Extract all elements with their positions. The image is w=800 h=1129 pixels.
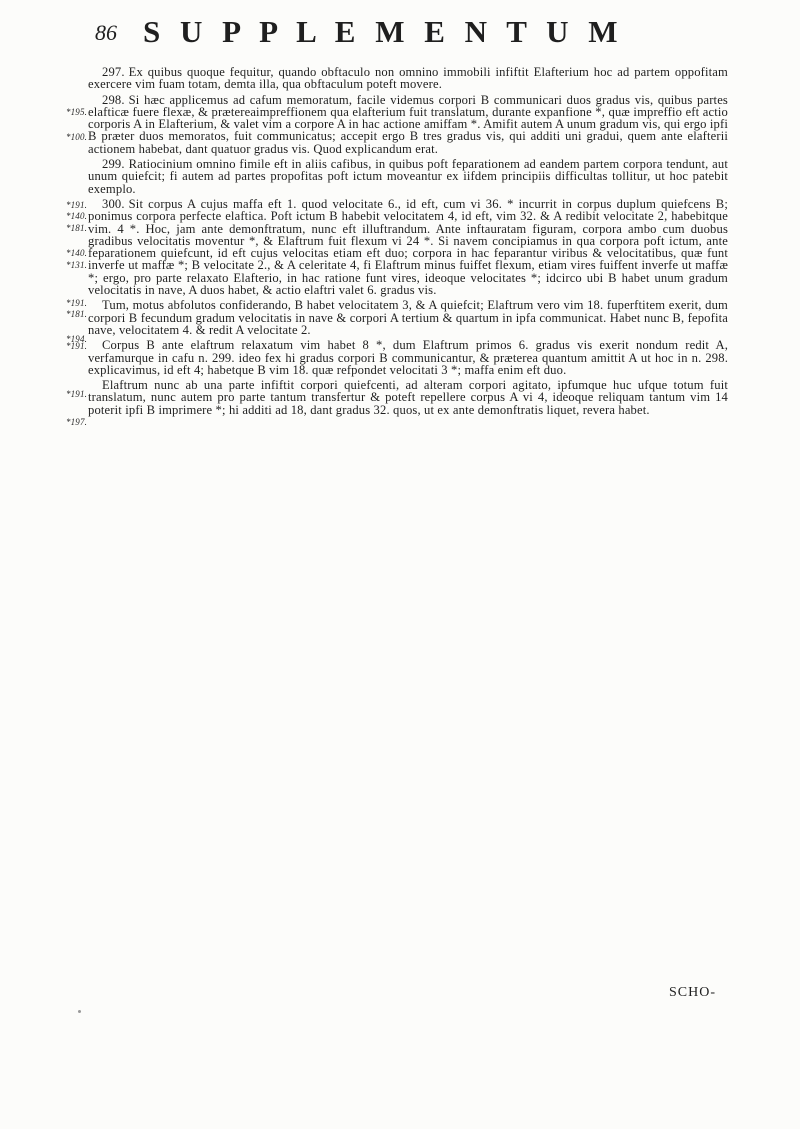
paragraph-text: Ratiocinium omnino fimile eft in aliis cafibus, in quibus poft feparationem ad eandem partem corpora tendunt, aut unum quiefcit; fi autem ad partes propofitas poft ictum moveantur ex iifdem principiis difficultas tollitur, ut hoc patebit exemplo. <box>88 157 728 196</box>
marginal-note: *181. <box>66 222 87 233</box>
marginal-note: *191. <box>66 389 87 400</box>
paragraph-297 <box>88 66 728 91</box>
page-body <box>66 65 728 976</box>
paragraph-text: Ex quibus quoque fequitur, quando obftaculo non omnino immobili infiftit Elafterium hoc ad partem oppofitam exercere vim fuam totam, demta illa, qua obftaculum poteft movere. <box>88 65 728 92</box>
paragraph-number: 297. <box>102 65 125 79</box>
ink-speck <box>78 1010 81 1013</box>
page-header <box>95 10 715 54</box>
paragraph-text: Corpus B ante elaftrum relaxatum vim habet 8 *, dum Elaftrum primos 6. gradus vis exerit nondum redit A, verfamurque in cafu n. 299. ideo fex hi gradus corpori B communicantur, & præterea quantum amittit A ut hoc in n. 298. explicavimus, id eft 4; habetque B vim 18. quæ refpondet velocitati 3 *; maffa enim eft duo. <box>88 338 728 377</box>
marginal-note: *100. <box>66 131 87 142</box>
paragraph-299 <box>88 158 728 195</box>
paragraph-number: 300. <box>102 196 125 211</box>
marginal-note: *140. <box>66 247 87 258</box>
marginal-note: *191. <box>66 341 87 352</box>
paragraph-number: 299. <box>102 157 125 172</box>
paragraph-number: 298. <box>102 92 125 107</box>
marginal-note: *140. <box>66 210 87 221</box>
marginal-note: *194. <box>66 333 87 344</box>
running-head: S U P P L E M E N T U M <box>143 14 624 49</box>
marginal-note: *197. <box>66 417 87 428</box>
marginal-note: *131. <box>66 259 87 270</box>
paragraph-continuation <box>88 299 728 336</box>
marginal-note: *181. <box>66 308 87 319</box>
paragraph-text: Si hæc applicemus ad cafum memoratum, facile videmus corpori B communicari duos gradus vis, quibus partes elafticæ fuere flexæ, & prætereaimpreffionem qua elafterium fuit translatum, durante expanfione *, quæ impreffio eft actio corporis A in Elafterium, & valet vim a corpore A in hac actione amiffam *. Amifit autem A unum gradum vis, qui ergo ipfi B præter duos memoratos, fuit communicatus; accepit ergo B tres gradus vis, qui additi uni gradui, quem ante elafterii actionem habebat, dant quatuor gradus vis. Quod explicandum erat. <box>88 92 728 156</box>
page-number: 86 <box>95 20 117 45</box>
paragraph-text: Sit corpus A cujus maffa eft 1. quod velocitate 6., id eft, cum vi 36. * incurrit in corpus duplum quiefcens B; ponimus corpora perfecte elaftica. Poft ictum B habebit velocitatem 4, id eft, vim 32. & A redibit velocitate 2, habebitque vim. 4 *. Hoc, jam ante demonftratum, nunc eft illuftrandum. Ante inftauratam figuram, corpora ambo cum duobus gradibus velocitatis moventur *, & Elaftrum fuit flexum vi 24 *. Si navem concipiamus in qua corpora poft ictum, ante feparationem quiefcunt, id eft cujus velocitas etiam eft duo; corpora in hac feparantur viribus & velocitatibus, quæ funt inverfe ut maffæ *; B velocitate 2., & A celeritate 4, fi Elaftrum minus fuiffet flexum, etiam vires fuiffent inverfe ut maffæ *; ergo, pro parte relaxato Elafterio, in hac ratione funt vires, ideoque velocitates *; idcirco ubi B habet unum gradum velocitatis in nave, A duos habet, & actio elaftri valet 6. gradus vis. <box>88 196 728 298</box>
marginal-note: *195. <box>66 106 87 117</box>
paragraph-298 <box>66 92 728 156</box>
marginal-note: *191. <box>66 297 87 308</box>
paragraph-text: Elaftrum nunc ab una parte infiftit corpori quiefcenti, ad alteram corpori agitato, ipfumque huc ufque totum fuit translatum, nunc autem pro parte tantum transfertur & poteft repellere corpus A vi 4, ideoque reliquam tantum vim 14 poterit ipfi B imprimere *; hi additi ad 18, dant gradus 32. quos, ut ex ante demonftratis liquet, revera habet. <box>88 378 728 417</box>
catchword: SCHO- <box>668 985 716 1000</box>
paragraph-text: Tum, motus abfolutos confiderando, B habet velocitatem 3, & A quiefcit; Elaftrum vero vim 18. fuperftitem exerit, dum corpori B fecundum gradum velocitatis in nave & corpori A tertium & quartum in ipfa communicat. Habet nunc B, fepofita nave, velocitatem 4. & redit A velocitate 2. <box>88 298 728 337</box>
marginal-note: *191. <box>66 199 87 210</box>
